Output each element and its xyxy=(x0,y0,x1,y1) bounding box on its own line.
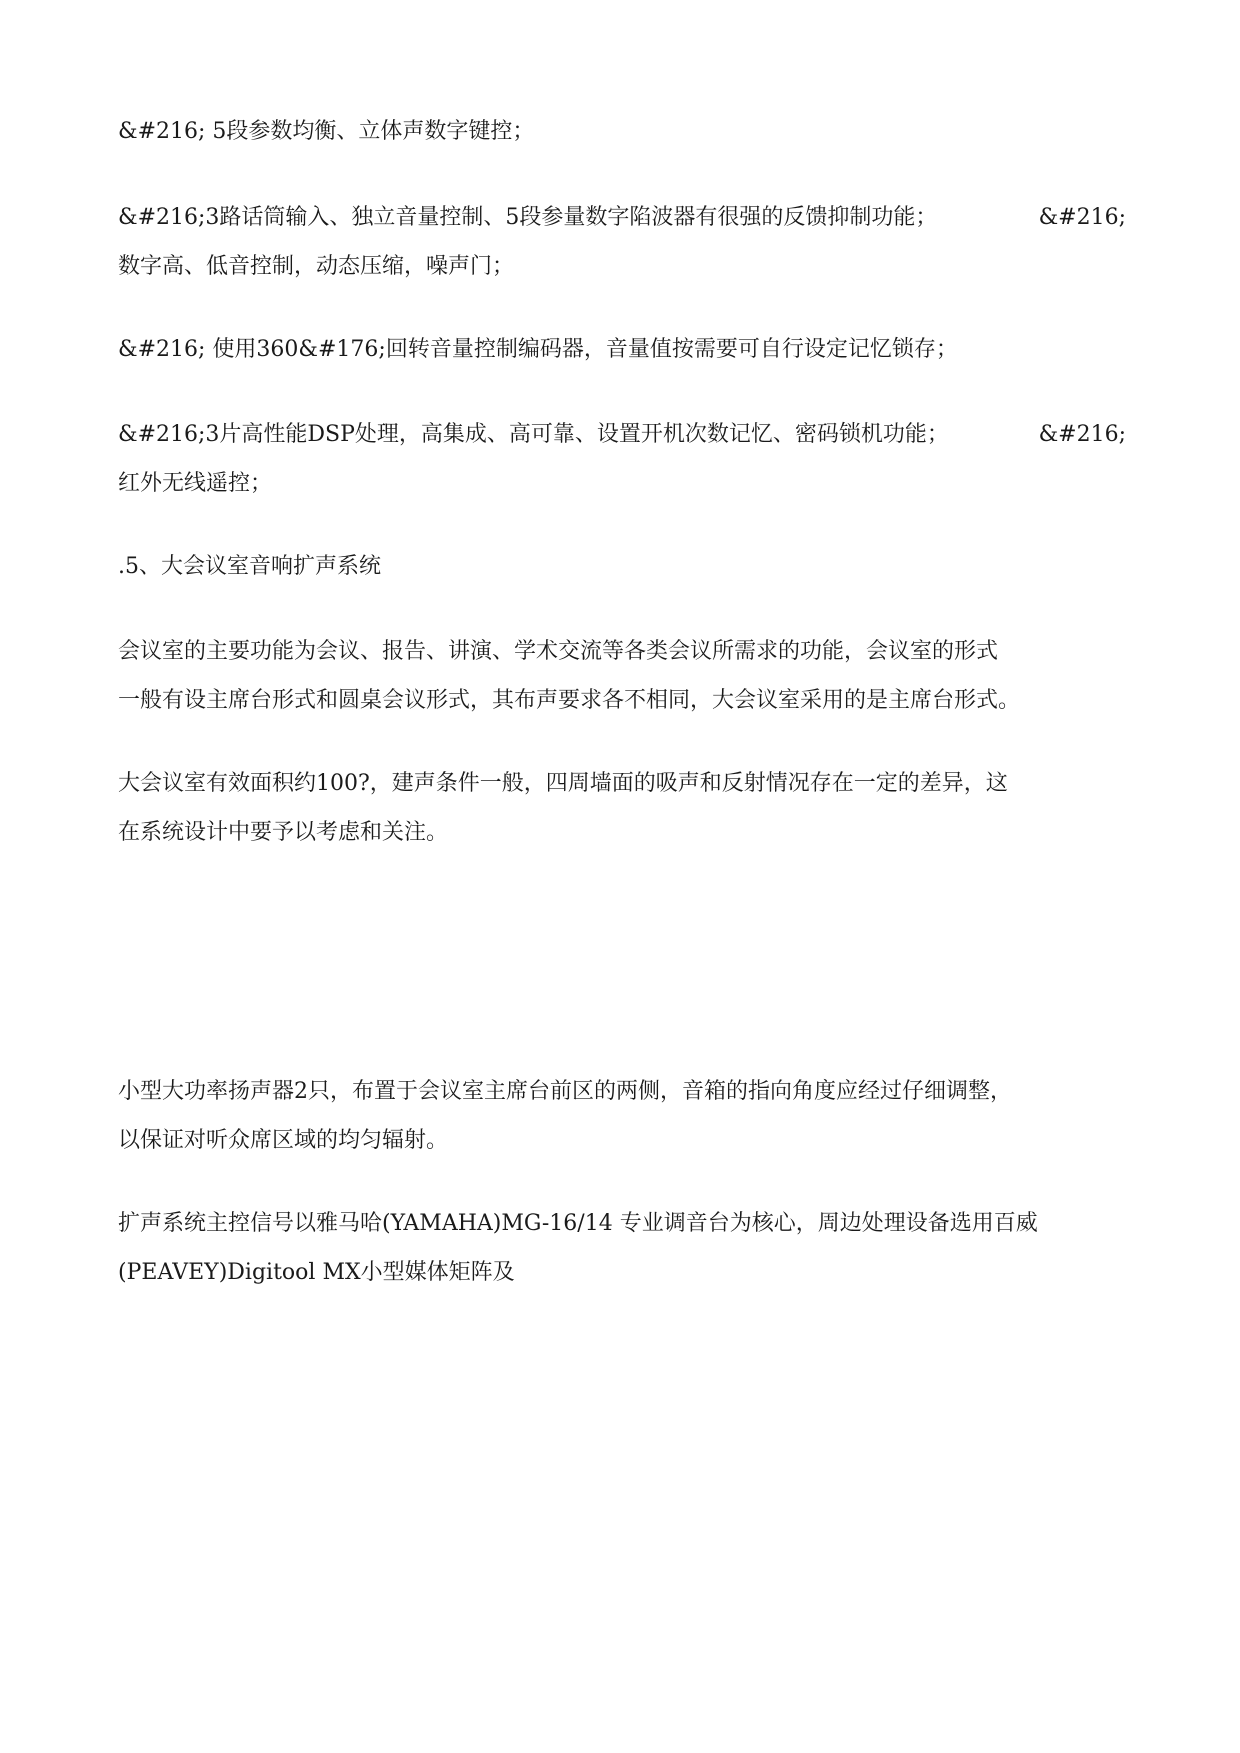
bullet-text: &#216;3片高性能DSP处理，高集成、高可靠、设置开机次数记忆、密码锁机功能； xyxy=(118,422,949,447)
bullet-line xyxy=(118,410,1126,459)
bullet-item xyxy=(118,325,1126,374)
paragraph-line: 扩声系统主控信号以雅马哈(YAMAHA)MG-16/14 专业调音台为核心，周边处理设备选用百威 xyxy=(118,1211,1038,1236)
paragraph-line: 一般有设主席台形式和圆桌会议形式，其布声要求各不相同，大会议室采用的是主席台形式。 xyxy=(118,688,1021,713)
bullet-text: &#216; 使用360&#176;回转音量控制编码器，音量值按需要可自行设定记忆锁存； xyxy=(118,337,958,362)
paragraph xyxy=(118,1067,1126,1165)
bullet-item xyxy=(118,107,1126,156)
section-heading-text: .5、大会议室音响扩声系统 xyxy=(118,554,381,579)
bullet-marker: &#216; xyxy=(1038,422,1126,447)
paragraph-line: 以保证对听众席区域的均匀辐射。 xyxy=(118,1128,449,1153)
bullet-line xyxy=(118,193,1126,242)
section-heading xyxy=(118,542,1126,591)
bullet-text: 红外无线遥控； xyxy=(118,471,273,496)
paragraph xyxy=(118,1199,1126,1297)
paragraph xyxy=(118,627,1126,725)
paragraph-line: 会议室的主要功能为会议、报告、讲演、学术交流等各类会议所需求的功能，会议室的形式 xyxy=(118,639,999,664)
bullet-item xyxy=(118,193,1126,291)
paragraph-line: 小型大功率扬声器2只，布置于会议室主席台前区的两侧，音箱的指向角度应经过仔细调整， xyxy=(118,1079,1013,1104)
bullet-text: 数字高、低音控制，动态压缩，噪声门； xyxy=(118,254,515,279)
bullet-marker: &#216; xyxy=(1038,205,1126,230)
bullet-text: &#216;3路话筒输入、独立音量控制、5段参量数字陷波器有很强的反馈抑制功能； xyxy=(118,205,938,230)
paragraph xyxy=(118,759,1126,857)
bullet-item xyxy=(118,410,1126,508)
paragraph-line: 在系统设计中要予以考虑和关注。 xyxy=(118,820,449,845)
paragraph-line: (PEAVEY)Digitool MX小型媒体矩阵及 xyxy=(118,1260,515,1285)
bullet-text: &#216; 5段参数均衡、立体声数字键控； xyxy=(118,119,535,144)
paragraph-line: 大会议室有效面积约100?，建声条件一般，四周墙面的吸声和反射情况存在一定的差异，这 xyxy=(118,771,1008,796)
